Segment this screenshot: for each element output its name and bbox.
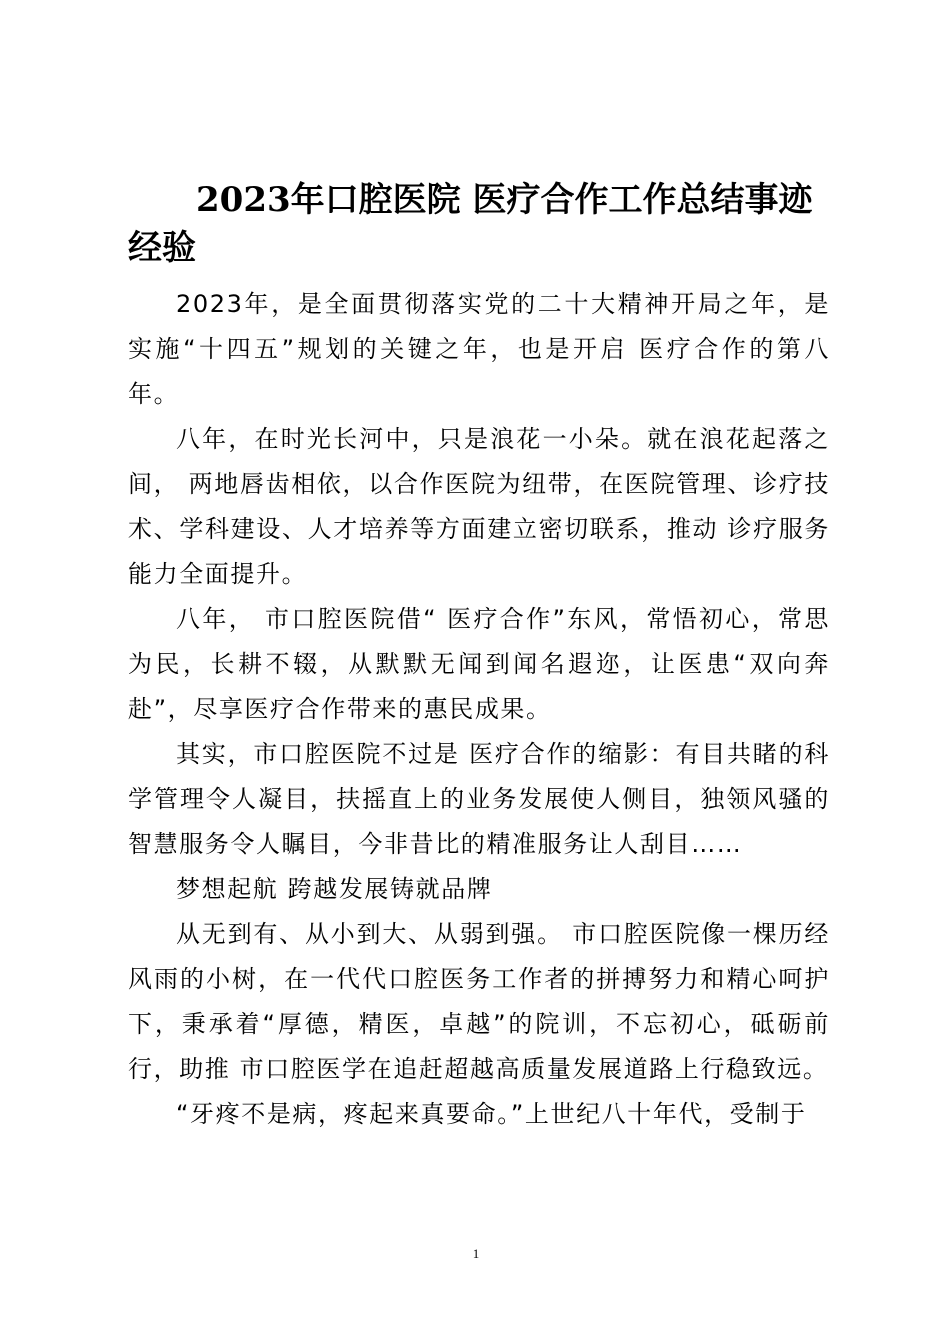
paragraph: 八年，在时光长河中，只是浪花一小朵。就在浪花起落之间， 两地唇齿相依，以合作医院为纽带，在医院管理、诊疗技术、学科建设、人才培养等方面建立密切联系，推动 诊疗服务能力全面提升。 [128, 425, 830, 588]
document-body [128, 282, 830, 1137]
paragraph: 其实，市口腔医院不过是 医疗合作的缩影：有目共睹的科学管理令人凝目，扶摇直上的业务发展使人侧目，独领风骚的智慧服务令人瞩目，今非昔比的精准服务让人刮目…… [128, 740, 830, 858]
paragraph: 2023年，是全面贯彻落实党的二十大精神开局之年，是实施“十四五”规划的关键之年，也是开启 医疗合作的第八年。 [128, 290, 830, 408]
document-title: 2023年口腔医院 医疗合作工作总结事迹经验 [128, 180, 813, 268]
section-heading: 梦想起航 跨越发展铸就品牌 [176, 875, 493, 903]
paragraph: 从无到有、从小到大、从弱到强。 市口腔医院像一棵历经风雨的小树，在一代代口腔医务工作者的拼搏努力和精心呵护下，秉承着“厚德，精医，卓越”的院训，不忘初心，砥砺前行，助推 市口腔医学在追赶超越高质量发展道路上行稳致远。 [128, 920, 830, 1083]
page-number: 1 [472, 1246, 480, 1261]
paragraph: “牙疼不是病，疼起来真要命。”上世纪八十年代，受制于 [176, 1100, 807, 1128]
paragraph: 八年， 市口腔医院借“ 医疗合作”东风，常悟初心，常思为民，长耕不辍，从默默无闻到闻名遐迩，让医患“双向奔赴”，尽享医疗合作带来的惠民成果。 [128, 605, 830, 723]
